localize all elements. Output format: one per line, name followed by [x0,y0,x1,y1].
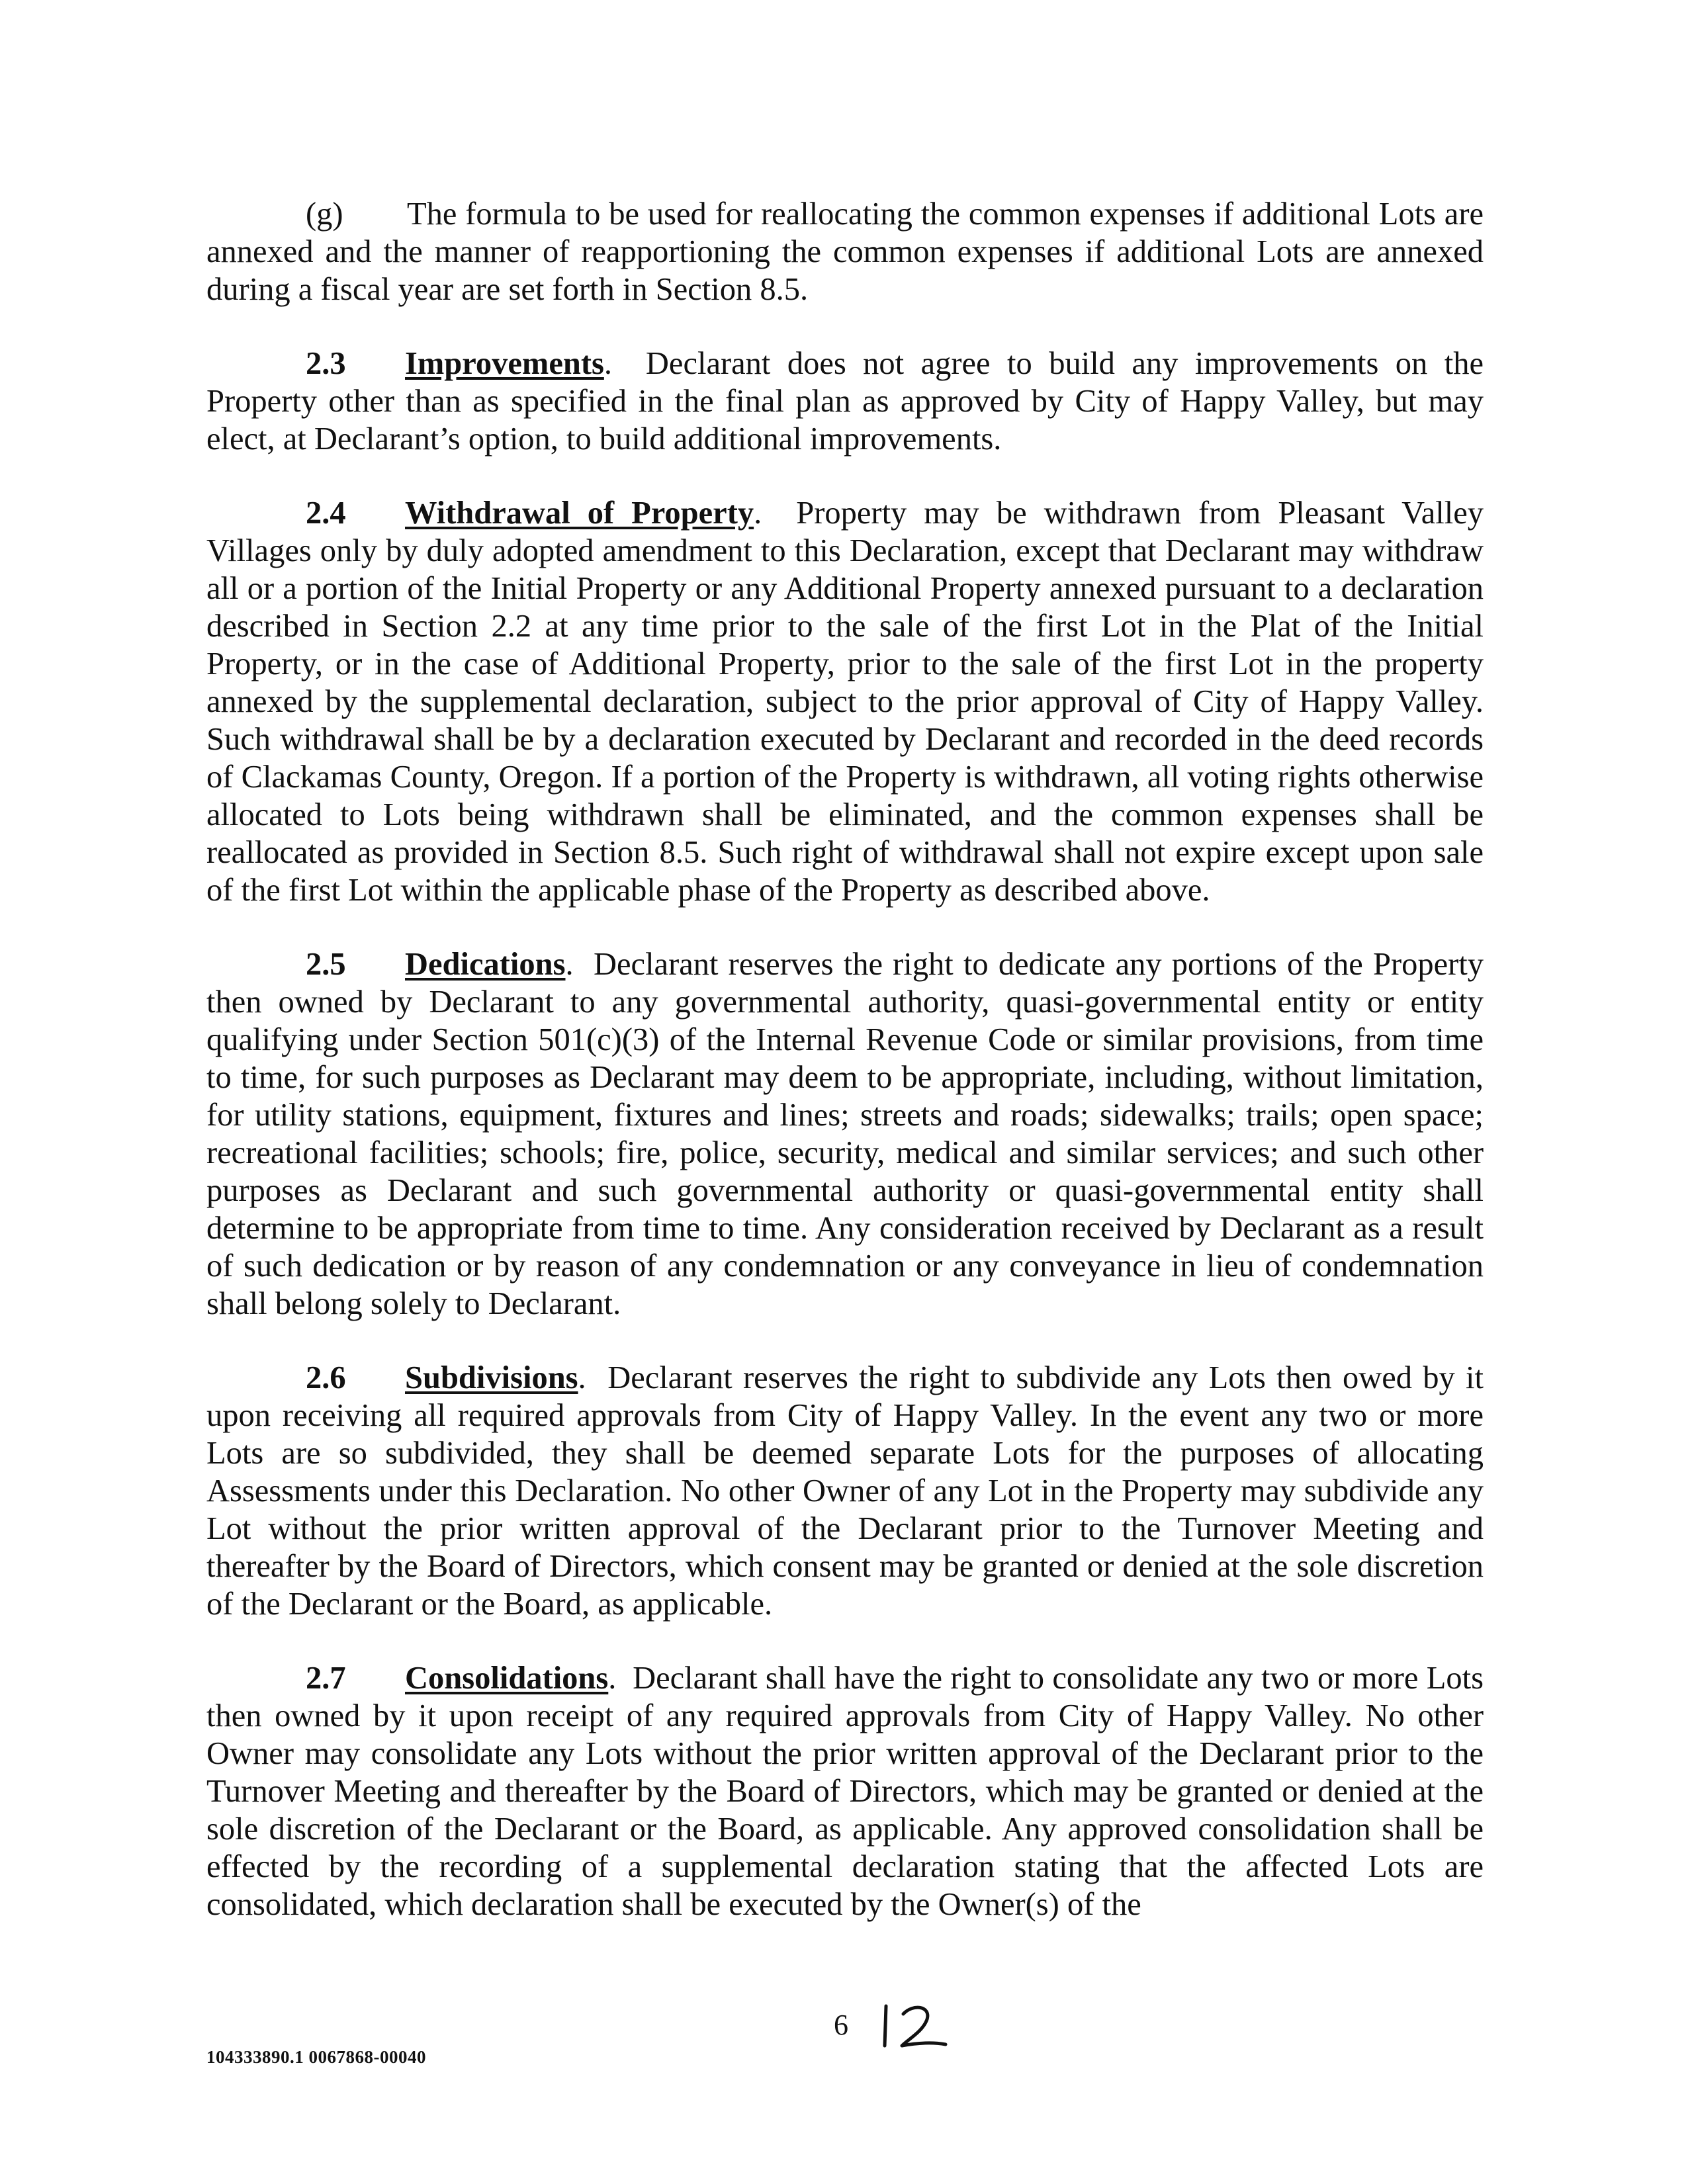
section-number: 2.5 [306,947,346,982]
section-title: Subdivisions [405,1360,578,1395]
section-2-4: 2.4 Withdrawal of Property. Property may be withdrawn from Pleasant Valley Villages only by duly adopted amendment to this Declaration, except that Declarant may withdraw all or a portion of the Initial Property or any Additional Property annexed pursuant to a declaration described in Section 2.2 at any time prior to the sale of the first Lot in the Plat of the Initial Property, or in the case of Additional Property, prior to the sale of the first Lot in the property annexed by the supplemental declaration, subject to the prior approval of City of Happy Valley. Such withdrawal shall be by a declaration executed by Declarant and recorded in the deed records of Clackamas County, Oregon. If a portion of the Property is withdrawn, all voting rights otherwise allocated to Lots being withdrawn shall be eliminated, and the common expenses shall be reallocated as provided in Section 8.5. Such right of withdrawal shall not expire except upon sale of the first Lot within the applicable phase of the Property as described above. [206,496,1484,908]
section-2-6: 2.6 Subdivisions. Declarant reserves the right to subdivide any Lots then owed by it upon receiving all required approvals from City of Happy Valley. In the event any two or more Lots are so subdivided, they shall be deemed separate Lots for the purposes of allocating Assessments under this Declaration. No other Owner of any Lot in the Property may subdivide any Lot without the prior written approval of the Declarant prior to the Turnover Meeting and thereafter by the Board of Directors, which consent may be granted or denied at the sole discretion of the Declarant or the Board, as applicable. [206,1360,1484,1622]
section-number: 2.7 [306,1661,346,1696]
section-text: Declarant reserves the right to subdivide any Lots then owed by it upon receiving all required approvals from City of Happy Valley. In the event any two or more Lots are so subdivided, they shall be deemed separate Lots for the purposes of allocating Assessments under this Declaration. No other Owner of any Lot in the Property may subdivide any Lot without the prior written approval of the Declarant prior to the Turnover Meeting and thereafter by the Board of Directors, which consent may be granted or denied at the sole discretion of the Declarant or the Board, as applicable. [206,1360,1484,1622]
section-2-5: 2.5 Dedications. Declarant reserves the right to dedicate any portions of the Property then owned by Declarant to any governmental authority, quasi-governmental entity or entity qualifying under Section 501(c)(3) of the Internal Revenue Code or similar provisions, from time to time, for such purposes as Declarant may deem to be appropriate, including, without limitation, for utility stations, equipment, fixtures and lines; streets and roads; sidewalks; trails; open space; recreational facilities; schools; fire, police, security, medical and similar services; and such other purposes as Declarant and such governmental authority or quasi-governmental entity shall determine to be appropriate from time to time. Any consideration received by Declarant as a result of such dedication or by reason of any condemnation or any conveyance in lieu of condemnation shall belong solely to Declarant. [206,947,1484,1321]
paragraph-g [206,195,1484,308]
section-2-3: 2.3 Improvements. Declarant does not agree to build any improvements on the Property other than as specified in the final plan as approved by City of Happy Valley, but may elect, at Declarant’s option, to build additional improvements. [206,346,1484,457]
section-text: Declarant does not agree to build any improvements on the Property other than as specified in the final plan as approved by City of Happy Valley, but may elect, at Declarant’s option, to build additional improvements. [206,346,1484,457]
paragraph-g-label: (g) [306,197,343,232]
section-number: 2.6 [306,1360,346,1395]
paragraph-g-text: The formula to be used for reallocating the common expenses if additional Lots are annexed and the manner of reapportioning the common expenses if additional Lots are annexed during a fiscal year are set forth in Section 8.5. [206,197,1484,307]
section-text: Declarant shall have the right to consolidate any two or more Lots then owned by it upon receipt of any required approvals from City of Happy Valley. No other Owner may consolidate any Lots without the prior written approval of the Declarant prior to the Turnover Meeting and thereafter by the Board of Directors, which may be granted or denied at the sole discretion of the Declarant or the Board, as applicable. Any approved consolidation shall be effected by the recording of a supplemental declaration stating that the affected Lots are consolidated, which declaration shall be executed by the Owner(s) of the [206,1661,1484,1922]
section-text: Declarant reserves the right to dedicate any portions of the Property then owned by Declarant to any governmental authority, quasi-governmental entity or entity qualifying under Section 501(c)(3) of the Internal Revenue Code or similar provisions, from time to time, for such purposes as Declarant may deem to be appropriate, including, without limitation, for utility stations, equipment, fixtures and lines; streets and roads; sidewalks; trails; open space; recreational facilities; schools; fire, police, security, medical and similar services; and such other purposes as Declarant and such governmental authority or quasi-governmental entity shall determine to be appropriate from time to time. Any consideration received by Declarant as a result of such dedication or by reason of any condemnation or any conveyance in lieu of condemnation shall belong solely to Declarant. [206,947,1484,1321]
section-number: 2.4 [306,496,346,531]
section-2-7: 2.7 Consolidations. Declarant shall have the right to consolidate any two or more Lots then owned by it upon receipt of any required approvals from City of Happy Valley. No other Owner may consolidate any Lots without the prior written approval of the Declarant prior to the Turnover Meeting and thereafter by the Board of Directors, which may be granted or denied at the sole discretion of the Declarant or the Board, as applicable. Any approved consolidation shall be effected by the recording of a supplemental declaration stating that the affected Lots are consolidated, which declaration shall be executed by the Owner(s) of the [206,1661,1484,1922]
handwritten-page-number [877,1999,956,2052]
section-title: Improvements [405,346,604,381]
section-title: Dedications [405,947,566,982]
section-number: 2.3 [306,346,346,381]
section-text: Property may be withdrawn from Pleasant Valley Villages only by duly adopted amendment to this Declaration, except that Declarant may withdraw all or a portion of the Initial Property or any Additional Property annexed pursuant to a declaration described in Section 2.2 at any time prior to the sale of the first Lot in the Plat of the Initial Property, or in the case of Additional Property, prior to the sale of the first Lot in the property annexed by the supplemental declaration, subject to the prior approval of City of Happy Valley. Such withdrawal shall be by a declaration executed by Declarant and recorded in the deed records of Clackamas County, Oregon. If a portion of the Property is withdrawn, all voting rights otherwise allocated to Lots being withdrawn shall be eliminated, and the common expenses shall be reallocated as provided in Section 8.5. Such right of withdrawal shall not expire except upon sale of the first Lot within the applicable phase of the Property as described above. [206,496,1484,908]
section-title: Consolidations [405,1661,609,1696]
document-body [206,195,1484,1960]
section-title: Withdrawal of Property [405,496,754,531]
document-id: 104333890.1 0067868-00040 [206,2047,426,2067]
page-number: 6 [834,2009,848,2041]
